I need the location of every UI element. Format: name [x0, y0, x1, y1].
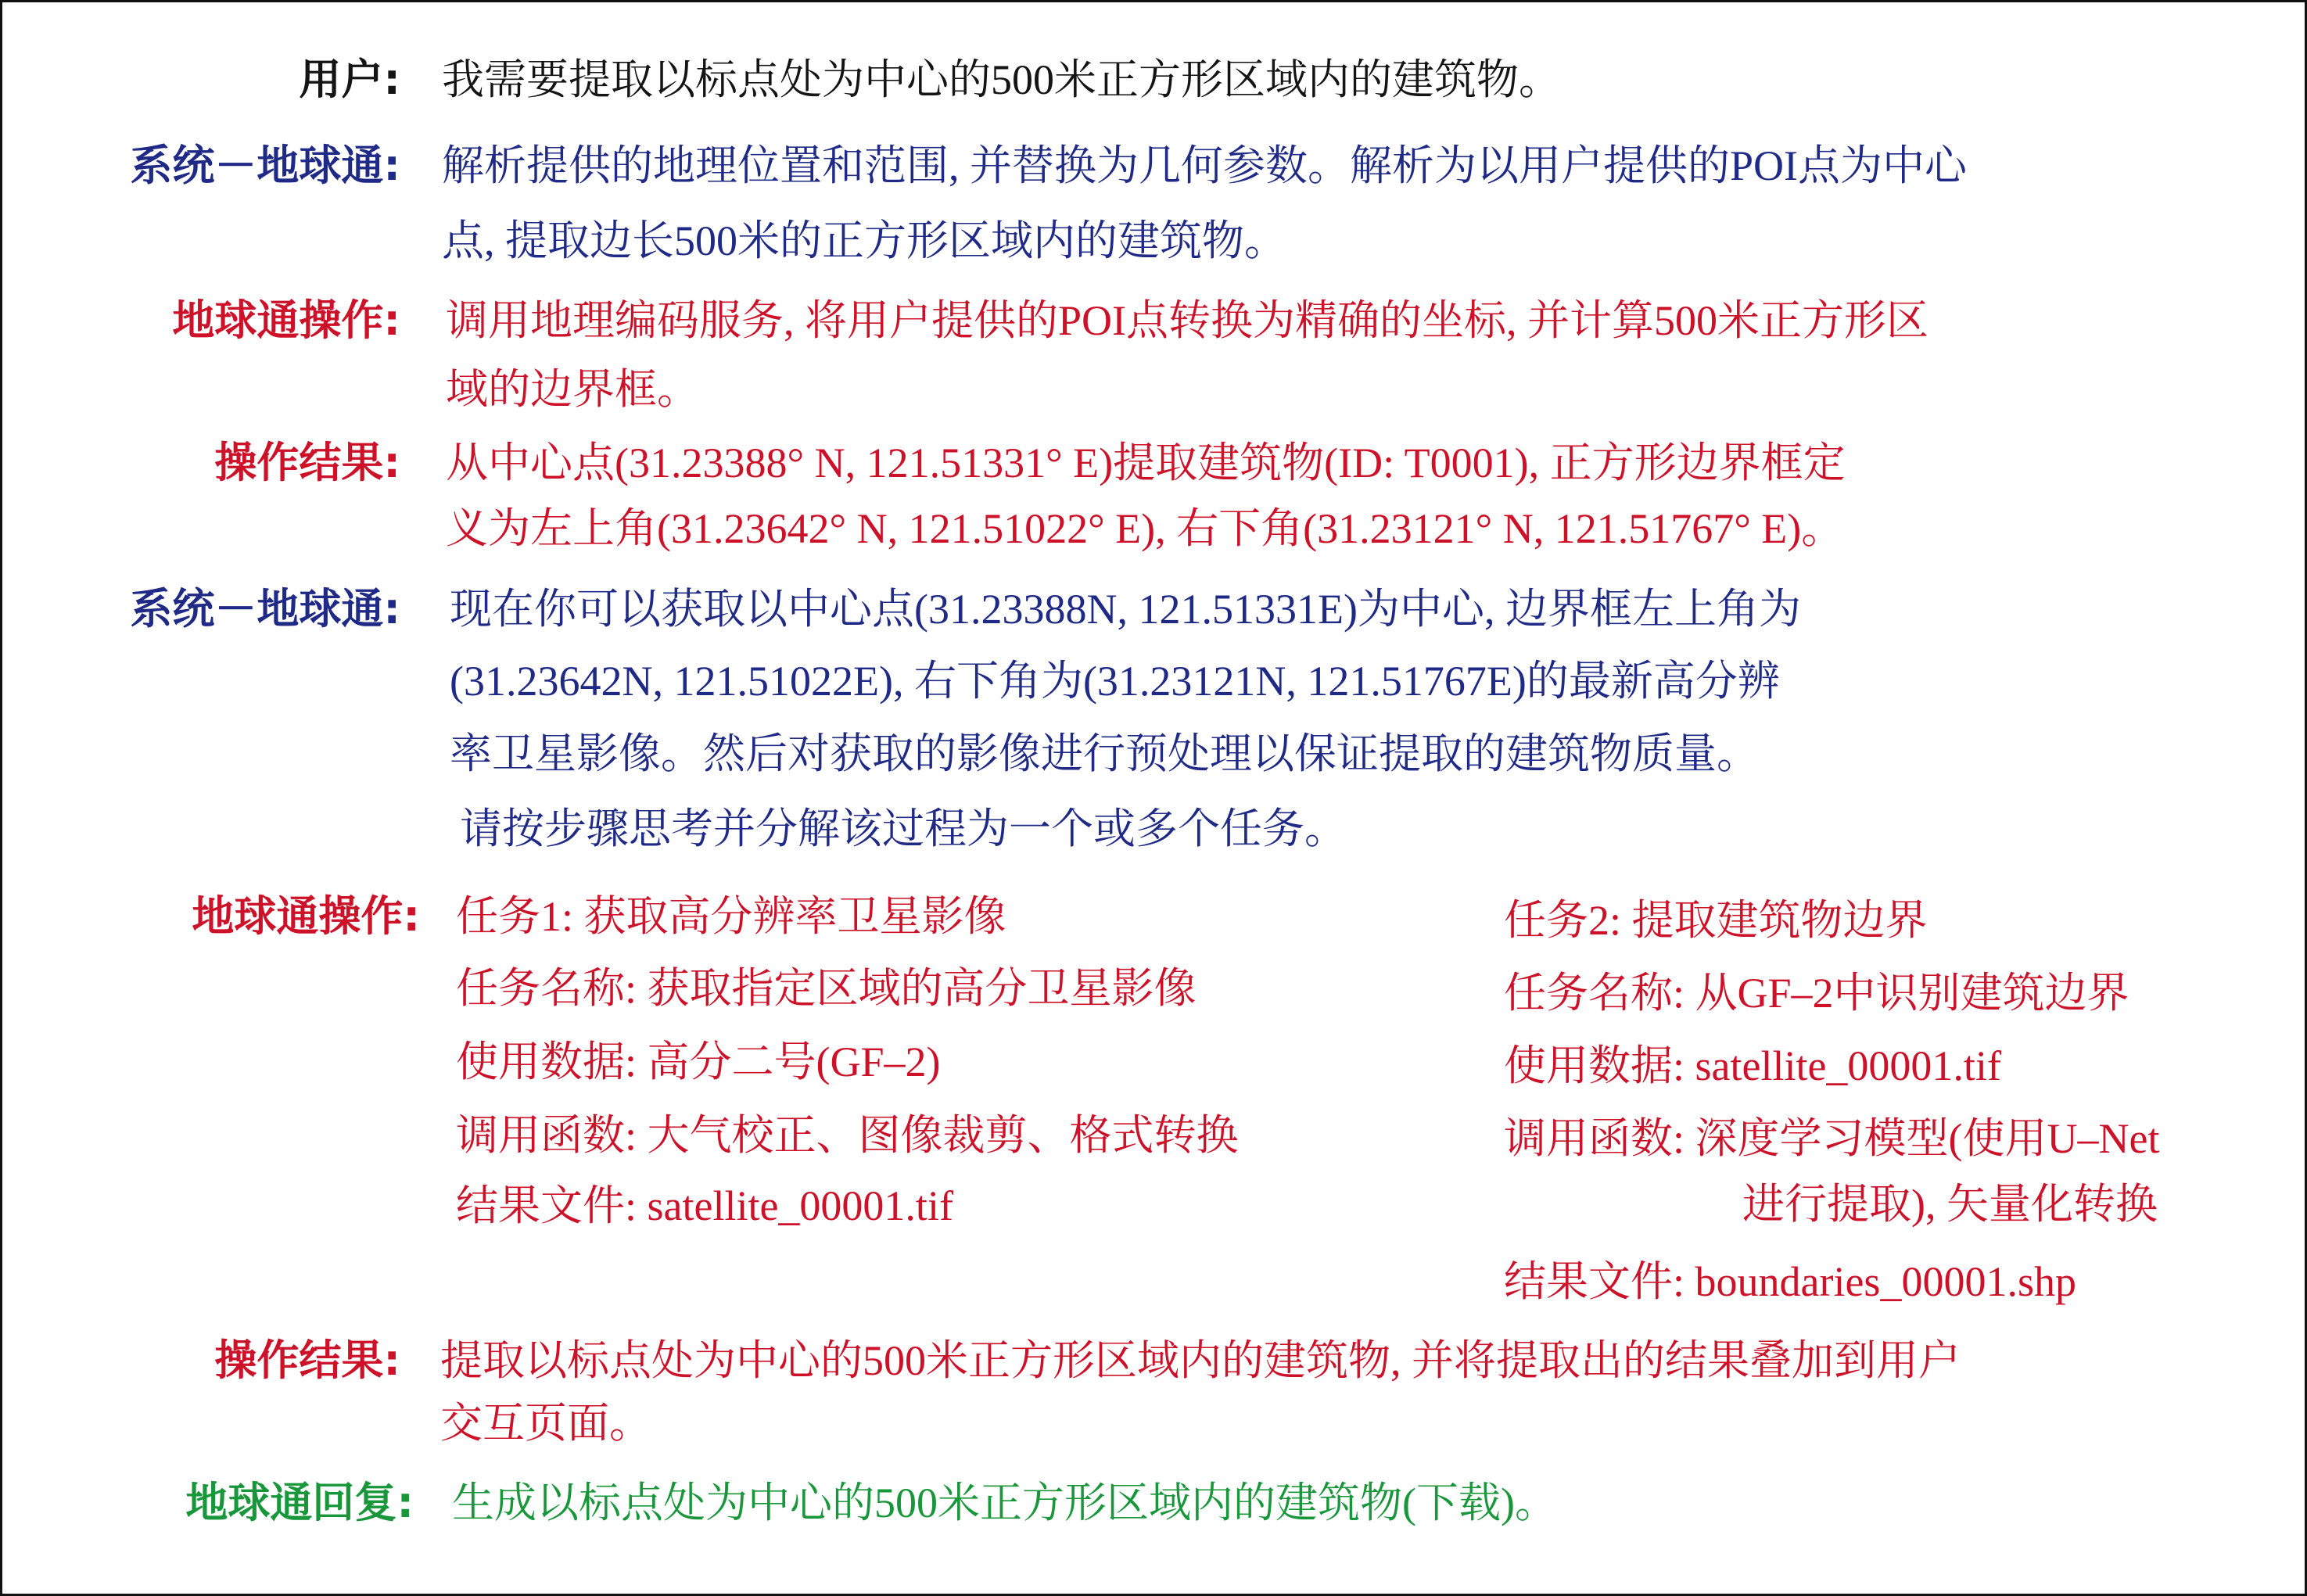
- reply-message: 生成以标点处为中心的500米正方形区域内的建筑物(下载)。: [452, 1479, 1557, 1526]
- operation-message-1-line-2: 域的边界框。: [446, 366, 699, 413]
- task1-title: 任务1: 获取高分辨率卫星影像: [456, 893, 1006, 940]
- user-label: 用户:: [299, 55, 400, 104]
- task2-function-continued: 进行提取), 矢量化转换: [1742, 1181, 2158, 1228]
- task2-name: 任务名称: 从GF–2中识别建筑边界: [1504, 970, 2129, 1017]
- task2-result-file: 结果文件: boundaries_00001.shp: [1504, 1258, 2076, 1305]
- operation-message-1-line-1: 调用地理编码服务, 将用户提供的POI点转换为精确的坐标, 并计算500米正方形区: [446, 297, 1929, 344]
- system-message-2-line-3: 率卫星影像。然后对获取的影像进行预处理以保证提取的建筑物质量。: [450, 730, 1759, 777]
- result-message-2-line-2: 交互页面。: [440, 1400, 651, 1447]
- system-label-2: 系统－地球通:: [130, 584, 400, 633]
- task1-name: 任务名称: 获取指定区域的高分卫星影像: [456, 965, 1197, 1012]
- operation-label-1: 地球通操作:: [172, 296, 400, 345]
- result-label-1: 操作结果:: [214, 438, 400, 487]
- reply-label: 地球通回复:: [185, 1478, 414, 1527]
- result-message-1-line-1: 从中心点(31.23388° N, 121.51331° E)提取建筑物(ID: T0001), 正方形边界框定: [446, 439, 1846, 486]
- task1-function: 调用函数: 大气校正、图像裁剪、格式转换: [456, 1112, 1239, 1159]
- task2-data: 使用数据: satellite_00001.tif: [1504, 1042, 2001, 1089]
- task2-function: 调用函数: 深度学习模型(使用U–Net: [1504, 1115, 2160, 1162]
- task1-result-file: 结果文件: satellite_00001.tif: [456, 1182, 953, 1229]
- result-message-2-line-1: 提取以标点处为中心的500米正方形区域内的建筑物, 并将提取出的结果叠加到用户: [440, 1337, 1961, 1384]
- system-message-1-line-1: 解析提供的地理位置和范围, 并替换为几何参数。解析为以用户提供的POI点为中心: [442, 142, 1968, 189]
- system-message-1-line-2: 点, 提取边长500米的正方形区域内的建筑物。: [442, 217, 1286, 264]
- task2-title: 任务2: 提取建筑物边界: [1504, 897, 1928, 944]
- result-message-1-line-2: 义为左上角(31.23642° N, 121.51022° E), 右下角(31.23121° N, 121.51767° E)。: [446, 505, 1844, 552]
- operation-label-2: 地球通操作:: [192, 891, 420, 941]
- task1-data: 使用数据: 高分二号(GF–2): [456, 1038, 941, 1085]
- system-label-1: 系统－地球通:: [130, 141, 400, 190]
- system-message-2-line-2: (31.23642N, 121.51022E), 右下角为(31.23121N, 121.51767E)的最新高分辨: [450, 658, 1780, 705]
- result-label-2: 操作结果:: [214, 1336, 400, 1385]
- system-message-2-line-1: 现在你可以获取以中心点(31.23388N, 121.51331E)为中心, 边界框左上角为: [450, 586, 1801, 633]
- system-message-2-line-4: 请按步骤思考并分解该过程为一个或多个任务。: [460, 805, 1347, 852]
- user-message: 我需要提取以标点处为中心的500米正方形区域内的建筑物。: [442, 56, 1561, 103]
